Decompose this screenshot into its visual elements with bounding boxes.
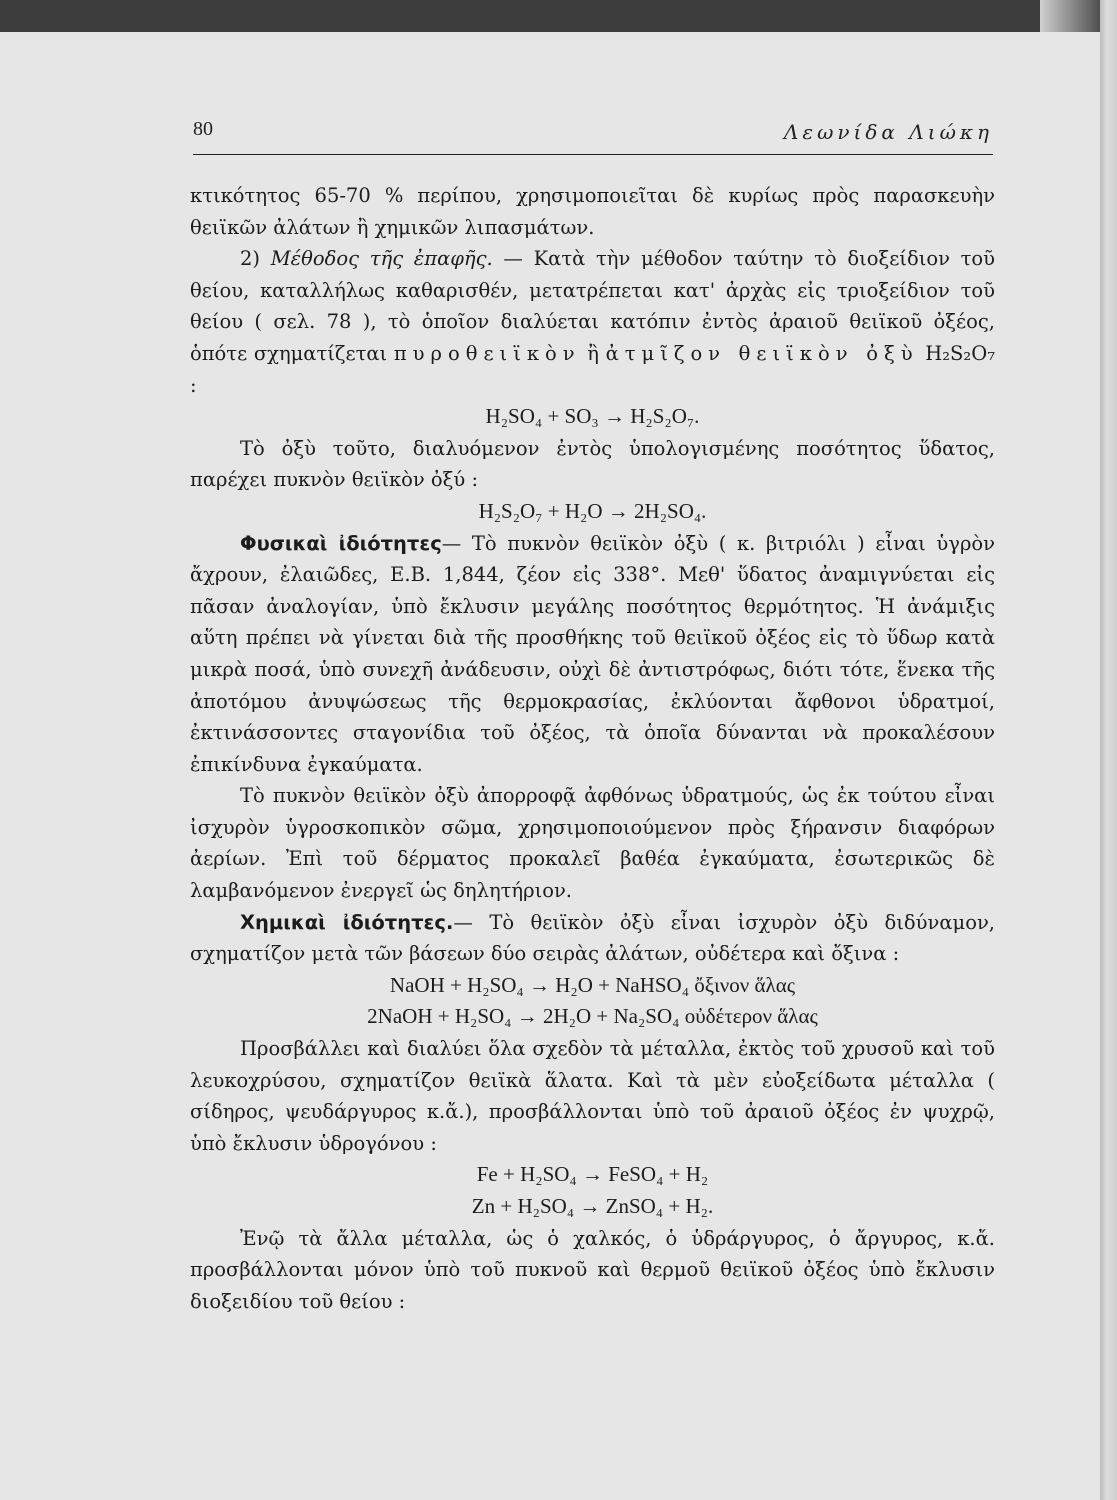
- term-fuming: ἀτμῖζον θειϊκὸν ὀξὺ: [605, 341, 919, 365]
- method-number: 2): [240, 247, 261, 271]
- equation-4: 2NaOH + H₂SO₄ → 2H₂O + Na₂SO₄ οὐδέτερον ἅλας: [367, 1004, 818, 1029]
- method-title: Μέθοδος τῆς ἐπαφῆς.: [270, 247, 493, 271]
- equation-5: Fe + H₂SO₄ → FeSO₄ + H₂: [476, 1162, 709, 1187]
- equation-3: NaOH + H₂SO₄ → H₂O + NaHSO₄ ὄξινον ἅλας: [389, 972, 796, 997]
- formula-oleum: H₂S₂O₇ :: [190, 341, 996, 397]
- paragraph-8: Ἐνῷ τὰ ἄλλα μέταλλα, ὡς ὁ χαλκός, ὁ ὑδράργυρος, ὁ ἄργυρος, κ.ἄ. προσβάλλονται μόνον ὑπὸ τοῦ πυκνοῦ καὶ θερμοῦ θειϊκοῦ ὀξέος ὑπὸ ἔκλυσιν διοξειδίου τοῦ θείου :: [190, 1226, 995, 1313]
- physical-properties-heading: Φυσικαὶ ἰδιότητες: [240, 531, 442, 555]
- page-number: 80: [193, 118, 213, 140]
- physical-properties-text: — Τὸ πυκνὸν θειϊκὸν ὀξὺ ( κ. βιτριόλι ) εἶναι ὑγρὸν ἄχρουν, ἐλαιῶδες, Ε.Β. 1,844, ζέον εἰς 338°. Μεθ' ὕδατος ἀναμιγνύεται εἰς πᾶσαν ἀναλογίαν, ὑπὸ ἔκλυσιν μεγάλης ποσότητος θερμότητος. Ἡ ἀνάμιξις αὕτη πρέπει νὰ γίνεται διὰ τῆς προσθήκης τοῦ θειϊκοῦ ὀξέος εἰς τὸ ὕδωρ κατὰ μικρὰ ποσά, ὑπὸ συνεχῆ ἀνάδευσιν, οὐχὶ δὲ ἀντιστρόφως, διότι τότε, ἕνεκα τῆς ἀποτόμου ἀνυψώσεως τῆς θερμοκρασίας, ἐκλύονται ἄφθονοι ὑδρατμοί, ἐκτινάσσοντες σταγονίδια τοῦ ὀξέος, τὰ ὁποῖα δύνανται νὰ προκαλέσουν ἐπικίνδυνα ἐγκαύματα.: [190, 531, 996, 776]
- chemical-properties-text: — Τὸ θειϊκὸν ὀξὺ εἶναι ἰσχυρὸν ὀξὺ διδύναμον, σχηματίζον μετὰ τῶν βάσεων δύο σειρὰς ἀλάτων, οὐδέτερα καὶ ὄξινα :: [190, 910, 995, 966]
- equation-6: Zn + H₂SO₄ → ZnSO₄ + H₂.: [471, 1194, 714, 1218]
- chemical-properties-heading: Χημικαὶ ἰδιότητες.: [240, 910, 454, 934]
- paragraph-4: [190, 528, 995, 781]
- page-edge: [1100, 0, 1117, 1500]
- paragraph-5: Τὸ πυκνὸν θειϊκὸν ὀξὺ ἀπορροφᾷ ἀφθόνως ὑδρατμούς, ὡς ἐκ τούτου εἶναι ἰσχυρὸν ὑγροσκοπικὸν σῶμα, χρησιμοποιούμενον πρὸς ξήρανσιν διαφόρων ἀερίων. Ἐπὶ τοῦ δέρματος προκαλεῖ βαθέα ἐγκαύματα, ἐσωτερικῶς δὲ λαμβανόμενον ἐνεργεῖ ὡς δηλητήριον.: [190, 784, 995, 903]
- page-body: [190, 180, 995, 1317]
- equation-2: H₂S₂O₇ + H₂O → 2H₂SO₄.: [478, 498, 707, 523]
- paragraph-1: κτικότητος 65-70 % περίπου, χρησιμοποιεῖται δὲ κυρίως πρὸς παρασκευὴν θειϊκῶν ἀλάτων ἢ χημικῶν λιπασμάτων.: [190, 184, 995, 239]
- paragraph-2: [190, 243, 995, 401]
- term-or: ἢ: [587, 341, 599, 365]
- method-text: — Κατὰ τὴν μέθοδον ταύτην τὸ διοξείδιον τοῦ θείου, καταλλήλως καθαρισθέν, μετατρέπεται κατ' ἀρχὰς εἰς τριοξείδιον τοῦ θείου ( σελ. 78 ), τὸ ὁποῖον διαλύεται κατόπιν ἐντὸς ἀραιοῦ θειϊκοῦ ὀξέος, ὁπότε σχηματίζεται: [190, 247, 996, 365]
- page-header: [193, 114, 993, 155]
- equation-1: H₂SO₄ + SO₃ → H₂S₂O₇.: [485, 404, 700, 429]
- paragraph-3: Τὸ ὀξὺ τοῦτο, διαλυόμενον ἐντὸς ὑπολογισμένης ποσότητος ὕδατος, παρέχει πυκνὸν θειϊκὸν ὀξύ :: [190, 436, 995, 492]
- paragraph-7: Προσβάλλει καὶ διαλύει ὅλα σχεδὸν τὰ μέταλλα, ἐκτὸς τοῦ χρυσοῦ καὶ τοῦ λευκοχρύσου, σχηματίζον θειϊκὰ ἅλατα. Καὶ τὰ μὲν εὐοξείδωτα μέταλλα ( σίδηρος, ψευδάργυρος κ.ἄ.), προσβάλλονται ὑπὸ τοῦ ἀραιοῦ ὀξέος ἐν ψυχρῷ, ὑπὸ ἔκλυσιν ὑδρογόνου :: [190, 1037, 995, 1155]
- running-head: Λεωνίδα Λιώκη: [783, 120, 993, 144]
- paragraph-6: [190, 907, 995, 970]
- term-pyrosulfuric: πυροθειϊκὸν: [393, 341, 581, 365]
